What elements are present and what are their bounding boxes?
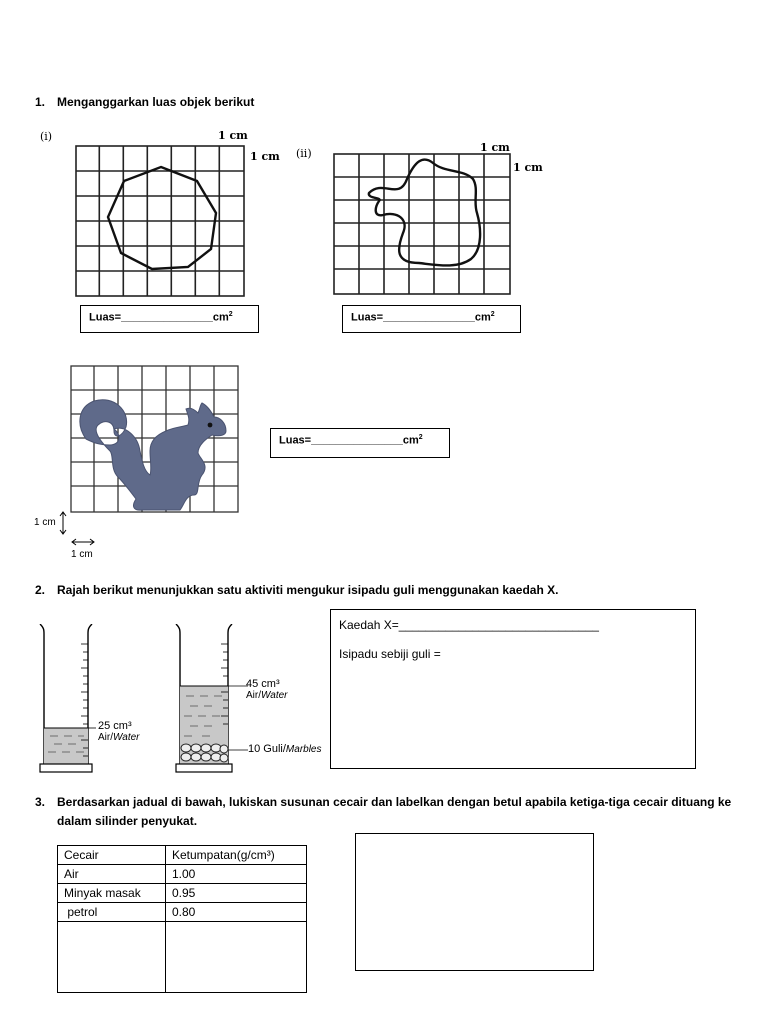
question-number: 2. [35,583,46,597]
marble-volume-answer-line: Isipadu sebiji guli = [339,647,441,661]
cylinder-2-volume: 45 cm³ [246,678,280,690]
area-blank: _______________ [121,311,213,324]
horizontal-scale-arrow-icon [70,537,96,547]
question-number: 1. [35,95,46,109]
table-row [58,903,307,922]
area-blank: _______________ [311,434,403,447]
octagon-shape [108,167,216,269]
area-unit-sup: 2 [228,311,233,318]
table-cell: 0.80 [166,903,307,922]
scale-label-y: 1 cm [34,517,56,528]
scale-label-y: 1 cm [513,161,543,174]
table-row [58,884,307,903]
scale-label-x: 1 cm [480,141,510,154]
irregular-shape-grid-figure [333,153,511,295]
vertical-scale-arrow-icon [58,510,68,536]
method-answer-box[interactable] [330,609,696,769]
scale-label-x: 1 cm [218,129,248,142]
squirrel-grid-figure [70,365,239,513]
area-answer-box-i[interactable] [80,305,259,333]
question-text-line-1: Berdasarkan jadual di bawah, lukiskan susunan cecair dan labelkan dengan betul apabila ketiga-tiga cecair dituang ke [57,795,732,809]
area-prefix: Luas= [89,311,122,324]
table-cell: 0.95 [166,884,307,903]
question-text: Menganggarkan luas objek berikut [57,95,255,109]
table-cell-empty[interactable] [166,922,307,993]
area-unit-sup: 2 [490,311,495,318]
measuring-cylinder-2 [172,624,248,776]
table-header-row [58,846,307,865]
question-1 [35,95,735,111]
scale-label-y: 1 cm [250,150,280,163]
density-table [57,845,307,993]
octagon-grid-figure [75,145,245,297]
figure-label-ii: (ii) [296,147,312,160]
area-prefix: Luas= [279,434,312,447]
area-blank: _______________ [383,311,475,324]
cylinder-1-liquid: Air/Water [98,732,140,743]
cylinder-1-label [98,720,140,744]
table-row [58,865,307,884]
question-number: 3. [35,795,46,809]
method-answer-line: Kaedah X=______________________________ [339,618,599,632]
question-3 [35,795,755,829]
figure-label-i: (i) [40,130,53,143]
area-answer-box-iii[interactable] [270,428,450,458]
question-text: Rajah berikut menunjukkan satu aktiviti mengukur isipadu guli menggunakan kaedah X. [57,583,559,597]
table-cell-empty[interactable] [58,922,166,993]
cylinder-2-liquid: Air/Water [246,690,288,701]
squirrel-shape [80,400,226,510]
area-unit: cm [402,434,419,447]
area-answer-box-ii[interactable] [342,305,521,333]
cylinder-2-marbles-label: 10 Guli/Marbles [248,743,322,755]
scale-label-x: 1 cm [71,549,93,560]
table-header-cell: Cecair [58,846,166,865]
table-row-empty[interactable] [58,922,307,993]
cylinder-1-volume: 25 cm³ [98,720,132,732]
area-prefix: Luas= [351,311,384,324]
table-cell: petrol [58,903,166,922]
area-unit: cm [474,311,491,324]
cylinder-2-label [246,678,288,702]
measuring-cylinder-1 [36,624,96,776]
area-unit-sup: 2 [418,434,423,441]
table-header-cell: Ketumpatan(g/cm³) [166,846,307,865]
table-cell: Air [58,865,166,884]
area-unit: cm [212,311,229,324]
drawing-answer-box[interactable] [355,833,594,971]
table-cell: 1.00 [166,865,307,884]
table-cell: Minyak masak [58,884,166,903]
question-2 [35,583,755,599]
irregular-shape [369,160,480,266]
question-text-line-2: dalam silinder penyukat. [57,814,198,828]
